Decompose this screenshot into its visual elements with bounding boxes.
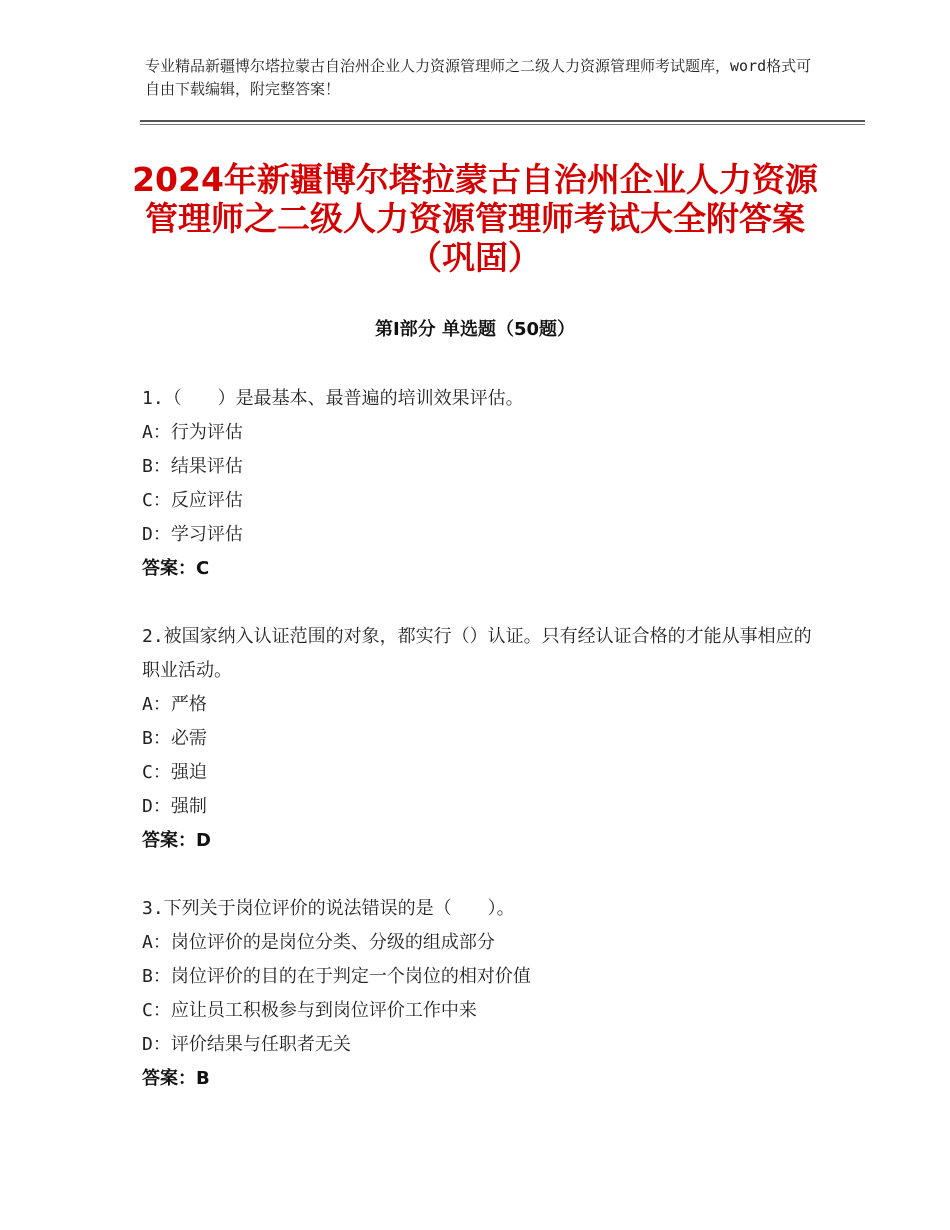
option-b: B：结果评估	[142, 456, 243, 477]
question-stem: 2.被国家纳入认证范围的对象，都实行（）认证。只有经认证合格的才能从事相应的职业活动。	[142, 626, 812, 681]
answer-label: 答案：C	[142, 558, 210, 579]
option-a: A：岗位评价的是岗位分类、分级的组成部分	[142, 932, 495, 953]
option-b: B：必需	[142, 728, 207, 749]
question-3	[142, 892, 822, 1096]
header-note: 专业精品新疆博尔塔拉蒙古自治州企业人力资源管理师之二级人力资源管理师考试题库，word格式可自由下载编辑，附完整答案！	[145, 57, 812, 98]
option-a: A：严格	[142, 694, 207, 715]
option-c: C：应让员工积极参与到岗位评价工作中来	[142, 1000, 477, 1021]
option-c: C：强迫	[142, 762, 207, 783]
option-d: D：强制	[142, 796, 207, 817]
question-2	[142, 620, 822, 858]
answer-label: 答案：B	[142, 1068, 210, 1089]
option-c: C：反应评估	[142, 490, 243, 511]
answer-label: 答案：D	[142, 830, 211, 851]
question-list	[142, 382, 822, 1130]
question-1	[142, 382, 822, 586]
question-stem: 1.（ ）是最基本、最普遍的培训效果评估。	[142, 388, 524, 409]
option-d: D：学习评估	[142, 524, 243, 545]
header-divider-thin	[140, 124, 865, 125]
document-title: 2024年新疆博尔塔拉蒙古自治州企业人力资源管理师之二级人力资源管理师考试大全附答案（巩固）	[132, 160, 818, 277]
header-divider-thick	[140, 120, 865, 122]
option-b: B：岗位评价的目的在于判定一个岗位的相对价值	[142, 966, 531, 987]
section-title: 第Ⅰ部分 单选题（50题）	[374, 319, 575, 340]
option-a: A：行为评估	[142, 422, 243, 443]
question-stem: 3.下列关于岗位评价的说法错误的是（ ）。	[142, 898, 515, 919]
option-d: D：评价结果与任职者无关	[142, 1034, 351, 1055]
